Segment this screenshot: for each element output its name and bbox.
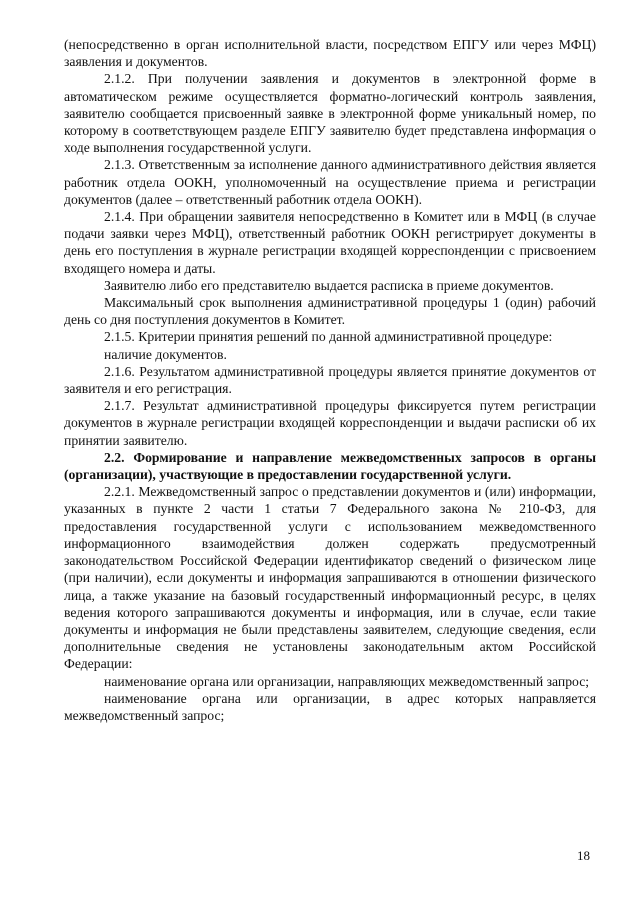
paragraph: наименование органа или организации, направляющих межведомственный запрос; [104, 673, 590, 689]
paragraph: 2.1.6. Результатом административной процедуры является принятие документов от заявителя и его регистрация. [64, 363, 596, 397]
page-number: 18 [577, 848, 590, 863]
paragraph: Заявителю либо его представителю выдается расписка в приеме документов. [104, 277, 554, 293]
paragraph: 2.2.1. Межведомственный запрос о представлении документов и (или) информации, указанных в пункте 2 части 1 статьи 7 Федерального закона № 210-ФЗ, для предоставления государственной услуги с использованием межведомственного информационного взаимодействия должен содержать предусмотренный законодательством Российской Федерации идентификатор сведений о физическом лице (при наличии), если документы и информация запрашиваются в отношении физического лица, а также указание на базовый государственный информационный ресурс, в целях ведения которого запрашиваются документы и информация, или в случае, если такие документы и информация не были представлены заявителем, следующие сведения, если дополнительные сведения не установлены законодательным актом Российской Федерации: [64, 484, 596, 672]
paragraph: 2.1.3. Ответственным за исполнение данного административного действия является работник отдела ООКН, уполномоченный на осуществление приема и регистрации документов (далее – ответственный работник отдела ООКН). [64, 157, 596, 207]
paragraph: 2.1.5. Критерии принятия решений по данной административной процедуре: [104, 329, 553, 345]
paragraph: наименование органа или организации, в адрес которых направляется межведомственный запрос; [64, 690, 596, 723]
paragraph: 2.1.4. При обращении заявителя непосредственно в Комитет или в МФЦ (в случае подачи заявки через МФЦ), ответственный работник ООКН регистрирует документы в день его поступления в журнале регистрации входящей корреспонденции с присвоением входящего номера и даты. [64, 209, 596, 276]
paragraph: 2.1.7. Результат административной процедуры фиксируется путем регистрации документов в журнале регистрации входящей корреспонденции и выдачи расписки об их принятии заявителю. [64, 398, 596, 448]
section-heading: 2.2. Формирование и направление межведомственных запросов в органы (организации), участвующие в предоставлении государственной услуги. [64, 449, 596, 483]
paragraph: 2.1.2. При получении заявления и документов в электронной форме в автоматическом режиме осуществляется форматно-логический контроль заявления, заявителю сообщается присвоенный заявке в электронной форме уникальный номер, по которому в соответствующем разделе ЕПГУ заявителю будет представлена информация о ходе выполнения государственной услуги. [64, 71, 596, 156]
paragraph: наличие документов. [104, 346, 227, 362]
paragraph: (непосредственно в орган исполнительной власти, посредством ЕПГУ или через МФЦ) заявления и документов. [64, 37, 596, 70]
paragraph: Максимальный срок выполнения административной процедуры 1 (один) рабочий день со дня поступления документов в Комитет. [64, 295, 596, 328]
document-page [64, 36, 596, 724]
